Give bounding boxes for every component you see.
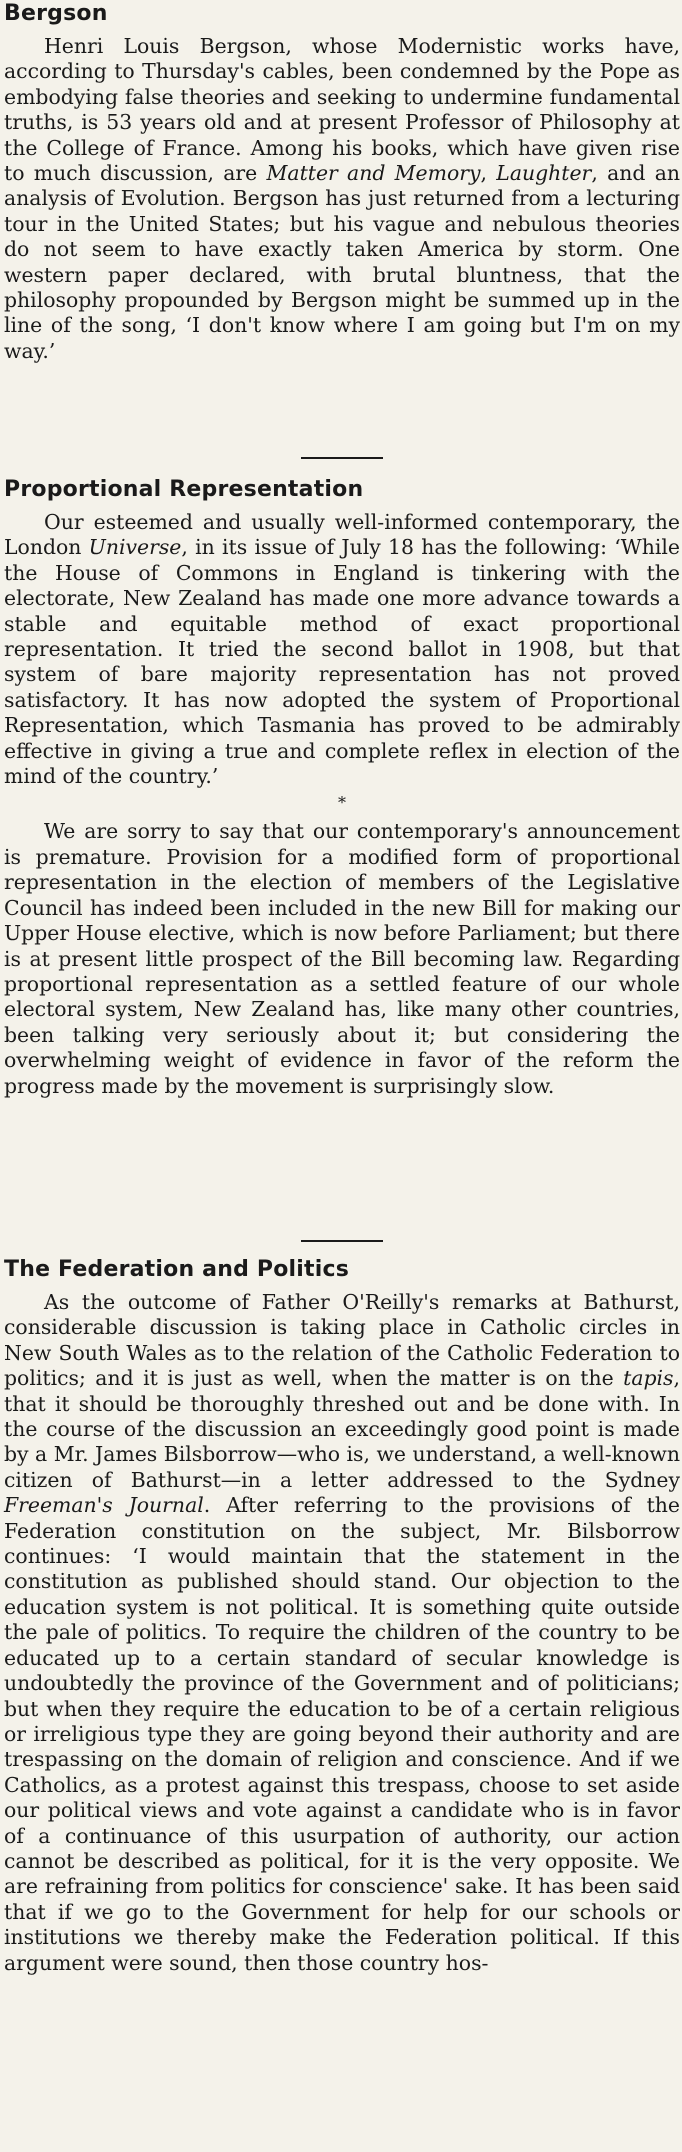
text-run: As the outcome of Father O'Reilly's remarks at Bathurst, considerable discussion is taking place in Catholic circles in New South Wales as to the relation of the Catholic Federation to politics; and it is just as well, when the matter is on the: [4, 1290, 680, 1391]
section-bergson: [4, 0, 680, 364]
asterisk-separator: *: [338, 793, 346, 813]
body-paragraph: [4, 1290, 680, 1976]
text-run: , and an analysis of Evolution. Bergson has just returned from a lecturing tour in the United States; but his vague and nebulous theories do not seem to have exactly taken America by storm. One western paper declared, with brutal bluntness, that the philosophy propounded by Bergson might be summed up in the line of the song, ‘I don't know where I am going but I'm on my way.’: [4, 161, 680, 363]
section-heading: Bergson: [4, 1, 108, 26]
section-proportional-representation: [4, 476, 680, 1099]
section-heading: The Federation and Politics: [4, 1257, 349, 1282]
body-paragraph: [4, 510, 680, 789]
text-run: , that it should be thoroughly threshed out and be done with. In the course of the discussion an exceedingly good point is made by a Mr. James Bilsborrow—who is, we understand, a well-known citizen of Bathurst—in a letter addressed to the Sydney: [4, 1366, 680, 1492]
text-run: We are sorry to say that our contemporary's announcement is premature. Provision for a modified form of proportional representation in the election of members of the Legislative Council has indeed been included in the new Bill for making our Upper House elective, which is now before Parliament; but there is at present little prospect of the Bill becoming law. Regarding proportional representation as a settled feature of our whole electoral system, New Zealand has, like many other countries, been talking very seriously about it; but considering the overwhelming weight of evidence in favor of the reform the progress made by the movement is surprisingly slow.: [4, 819, 680, 1098]
body-paragraph: [4, 34, 680, 364]
text-run: ,: [480, 161, 497, 186]
section-divider: [301, 457, 383, 459]
italic-title-text: Freeman's Journal: [4, 1493, 204, 1518]
text-run: Our esteemed and usually well-informed contemporary, the London: [4, 510, 680, 560]
italic-title-text: Laughter: [496, 161, 592, 186]
text-run: , in its issue of July 18 has the following: ‘While the House of Commons in England is tinkering with the electorate, New Zealand has made one more advance towards a stable and equitable method of exact proportional representation. It tried the second ballot in 1908, but that system of bare majority representation has not proved satisfactory. It has now adopted the system of Proportional Representation, which Tasmania has proved to be admirably effective in giving a true and complete reflex in election of the mind of the country.’: [4, 535, 680, 789]
section-divider: [301, 1240, 383, 1242]
italic-title-text: tapis: [623, 1366, 674, 1391]
body-paragraph: [4, 819, 680, 1098]
section-heading: Proportional Representation: [4, 477, 364, 502]
text-run: Henri Louis Bergson, whose Modernistic works have, according to Thursday's cables, been condemned by the Pope as embodying false theories and seeking to undermine fundamental truths, is 53 years old and at present Professor of Philosophy at the College of France. Among his books, which have given rise to much discussion, are: [4, 34, 680, 186]
section-federation-and-politics: [4, 1256, 680, 1976]
italic-title-text: Universe: [88, 535, 182, 560]
text-run: . After referring to the provisions of the Federation constitution on the subject, Mr. Bilsborrow continues: ‘I would maintain that the statement in the constitution as published should stand. Our objection to the education system is not political. It is something quite outside the pale of politics. To require the children of the country to be educated up to a certain standard of secular knowledge is undoubtedly the province of the Government and of politicians; but when they require the education to be of a certain religious or irreligious type they are going beyond their authority and are trespassing on the domain of religion and conscience. And if we Catholics, as a protest against this trespass, choose to set aside our political views and vote against a candidate who is in favor of a continuance of this usurpation of authority, our action cannot be described as political, for it is the very opposite. We are refraining from politics for conscience' sake. It has been said that if we go to the Government for help for our schools or institutions we thereby make the Federation political. If this argument were sound, then those country hos-: [4, 1493, 680, 1975]
italic-title-text: Matter and Memory: [266, 161, 481, 186]
